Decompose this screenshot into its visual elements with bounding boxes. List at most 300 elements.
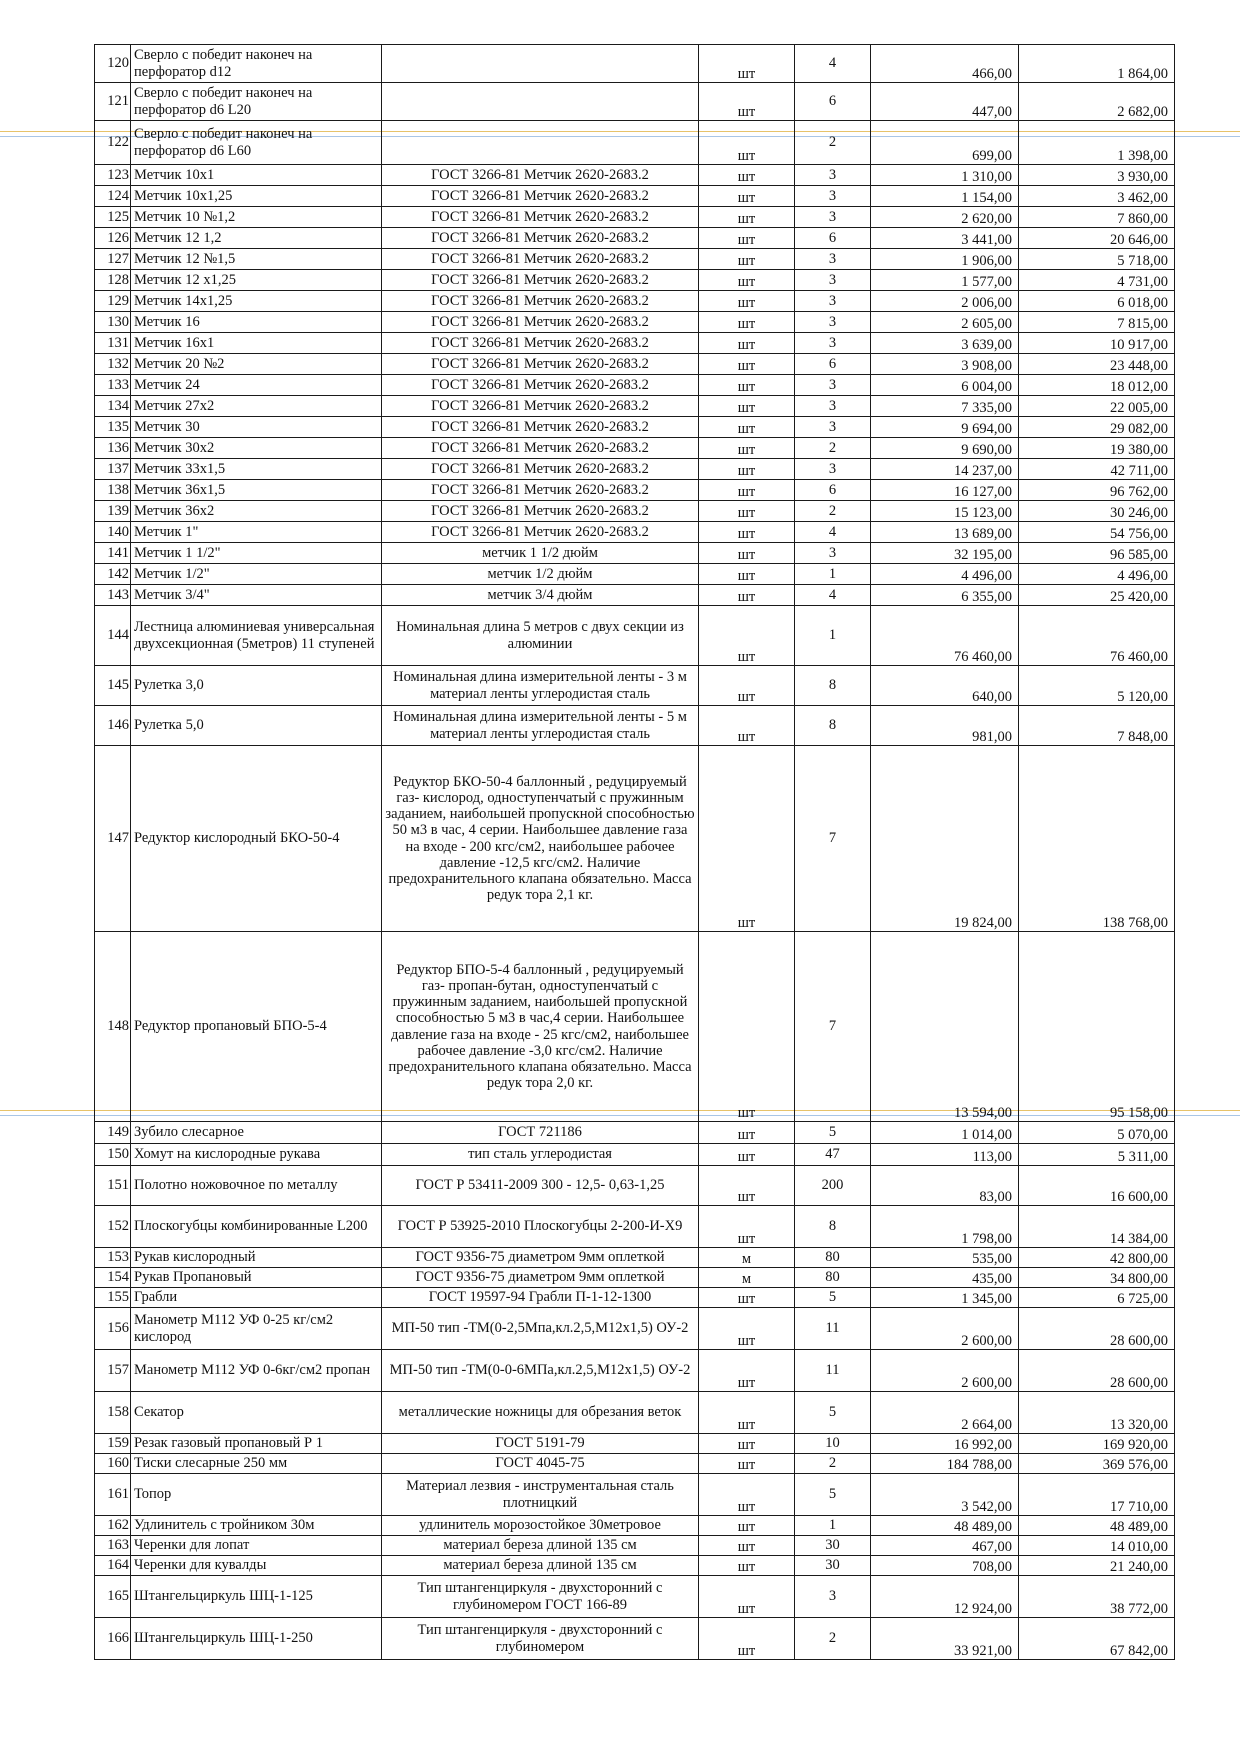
line-total: 38 772,00 <box>1019 1576 1175 1618</box>
table-row <box>95 312 1175 333</box>
table-row <box>95 1576 1175 1618</box>
unit-price: 76 460,00 <box>871 606 1019 666</box>
table-row <box>95 1308 1175 1350</box>
row-number: 126 <box>95 228 131 249</box>
unit-of-measure: шт <box>699 1144 795 1166</box>
item-description: ГОСТ 3266-81 Метчик 2620-2683.2 <box>382 522 699 543</box>
item-description: ГОСТ 3266-81 Метчик 2620-2683.2 <box>382 354 699 375</box>
row-number: 130 <box>95 312 131 333</box>
quantity: 3 <box>795 543 871 564</box>
unit-of-measure: шт <box>699 1454 795 1474</box>
line-total: 6 018,00 <box>1019 291 1175 312</box>
item-name: Черенки для кувалды <box>131 1556 382 1576</box>
item-description <box>382 121 699 165</box>
row-number: 148 <box>95 932 131 1122</box>
item-name: Метчик 1/2" <box>131 564 382 585</box>
quantity: 2 <box>795 1618 871 1660</box>
table-row <box>95 480 1175 501</box>
item-description: ГОСТ 19597-94 Грабли П-1-12-1300 <box>382 1288 699 1308</box>
unit-price: 3 908,00 <box>871 354 1019 375</box>
item-description: ГОСТ Р 53925-2010 Плоскогубцы 2-200-И-Х9 <box>382 1206 699 1248</box>
row-number: 129 <box>95 291 131 312</box>
item-description: Номинальная длина измерительной ленты - 5 м материал ленты углеродистая сталь <box>382 706 699 746</box>
unit-of-measure: шт <box>699 354 795 375</box>
line-total: 14 010,00 <box>1019 1536 1175 1556</box>
quantity: 11 <box>795 1308 871 1350</box>
unit-price: 1 310,00 <box>871 165 1019 186</box>
row-number: 127 <box>95 249 131 270</box>
unit-of-measure: шт <box>699 375 795 396</box>
line-total: 96 762,00 <box>1019 480 1175 501</box>
unit-price: 3 542,00 <box>871 1474 1019 1516</box>
unit-of-measure: шт <box>699 417 795 438</box>
row-number: 121 <box>95 83 131 121</box>
item-name: Метчик 3/4" <box>131 585 382 606</box>
line-total: 10 917,00 <box>1019 333 1175 354</box>
row-number: 132 <box>95 354 131 375</box>
unit-price: 467,00 <box>871 1536 1019 1556</box>
item-description: Тип штангенциркуля - двухсторонний с глубиномером ГОСТ 166-89 <box>382 1576 699 1618</box>
table-row <box>95 1434 1175 1454</box>
unit-of-measure: шт <box>699 1122 795 1144</box>
item-name: Топор <box>131 1474 382 1516</box>
item-description: тип сталь углеродистая <box>382 1144 699 1166</box>
item-name: Метчик 14x1,25 <box>131 291 382 312</box>
item-description: ГОСТ 3266-81 Метчик 2620-2683.2 <box>382 459 699 480</box>
row-number: 161 <box>95 1474 131 1516</box>
item-name: Метчик 27x2 <box>131 396 382 417</box>
unit-price: 981,00 <box>871 706 1019 746</box>
unit-of-measure: шт <box>699 291 795 312</box>
quantity: 3 <box>795 207 871 228</box>
quantity: 5 <box>795 1288 871 1308</box>
row-number: 143 <box>95 585 131 606</box>
unit-price: 16 992,00 <box>871 1434 1019 1454</box>
unit-price: 1 014,00 <box>871 1122 1019 1144</box>
item-name: Полотно ножовочное по металлу <box>131 1166 382 1206</box>
table-row <box>95 606 1175 666</box>
table-row <box>95 706 1175 746</box>
item-name: Сверло с победит наконеч на перфоратор d6 L20 <box>131 83 382 121</box>
line-total: 369 576,00 <box>1019 1454 1175 1474</box>
quantity: 6 <box>795 354 871 375</box>
unit-price: 184 788,00 <box>871 1454 1019 1474</box>
row-number: 157 <box>95 1350 131 1392</box>
row-number: 134 <box>95 396 131 417</box>
item-name: Рукав Пропановый <box>131 1268 382 1288</box>
table-row <box>95 543 1175 564</box>
item-name: Метчик 12 x1,25 <box>131 270 382 291</box>
unit-of-measure: шт <box>699 522 795 543</box>
unit-of-measure: шт <box>699 186 795 207</box>
line-total: 7 848,00 <box>1019 706 1175 746</box>
item-name: Манометр М112 УФ 0-25 кг/см2 кислород <box>131 1308 382 1350</box>
item-description: ГОСТ 721186 <box>382 1122 699 1144</box>
item-description: удлинитель морозостойкое 30метровое <box>382 1516 699 1536</box>
item-description: ГОСТ 3266-81 Метчик 2620-2683.2 <box>382 480 699 501</box>
quantity: 1 <box>795 606 871 666</box>
row-number: 139 <box>95 501 131 522</box>
table-row <box>95 522 1175 543</box>
table-row <box>95 1618 1175 1660</box>
table-row <box>95 375 1175 396</box>
item-name: Редуктор пропановый БПО-5-4 <box>131 932 382 1122</box>
quantity: 30 <box>795 1556 871 1576</box>
unit-price: 2 600,00 <box>871 1308 1019 1350</box>
line-total: 5 070,00 <box>1019 1122 1175 1144</box>
item-description: Редуктор БПО-5-4 баллонный , редуцируемый газ- пропан-бутан, одноступенчатый с пружинным заданием, наибольшей пропускной способностью 5 м3 в час,4 серии. Наибольшее давление газа на входе - 25 кгс/см2, наибольшее рабочее давление -3,0 кгс/см2. Наличие предохранительного клапана обязательно. Масса редук тора 2,0 кг. <box>382 932 699 1122</box>
row-number: 141 <box>95 543 131 564</box>
item-description: ГОСТ 3266-81 Метчик 2620-2683.2 <box>382 375 699 396</box>
item-name: Редуктор кислородный БКО-50-4 <box>131 746 382 932</box>
quantity: 8 <box>795 706 871 746</box>
unit-price: 48 489,00 <box>871 1516 1019 1536</box>
table-row <box>95 228 1175 249</box>
line-total: 138 768,00 <box>1019 746 1175 932</box>
item-name: Сверло с победит наконеч на перфоратор d6 L60 <box>131 121 382 165</box>
table-row <box>95 333 1175 354</box>
item-name: Метчик 10 №1,2 <box>131 207 382 228</box>
quantity: 6 <box>795 480 871 501</box>
quantity: 3 <box>795 270 871 291</box>
row-number: 152 <box>95 1206 131 1248</box>
item-description: ГОСТ 3266-81 Метчик 2620-2683.2 <box>382 291 699 312</box>
quantity: 80 <box>795 1248 871 1268</box>
item-description: ГОСТ 3266-81 Метчик 2620-2683.2 <box>382 186 699 207</box>
unit-of-measure: шт <box>699 121 795 165</box>
line-total: 19 380,00 <box>1019 438 1175 459</box>
line-total: 54 756,00 <box>1019 522 1175 543</box>
unit-of-measure: шт <box>699 1206 795 1248</box>
item-description: ГОСТ 3266-81 Метчик 2620-2683.2 <box>382 438 699 459</box>
quantity: 3 <box>795 1576 871 1618</box>
unit-of-measure: шт <box>699 1392 795 1434</box>
quantity: 4 <box>795 522 871 543</box>
unit-price: 1 798,00 <box>871 1206 1019 1248</box>
unit-price: 13 689,00 <box>871 522 1019 543</box>
unit-price: 2 006,00 <box>871 291 1019 312</box>
quantity: 4 <box>795 45 871 83</box>
unit-of-measure: шт <box>699 501 795 522</box>
row-number: 138 <box>95 480 131 501</box>
unit-of-measure: шт <box>699 333 795 354</box>
unit-price: 435,00 <box>871 1268 1019 1288</box>
row-number: 136 <box>95 438 131 459</box>
unit-of-measure: м <box>699 1268 795 1288</box>
quantity: 3 <box>795 291 871 312</box>
line-total: 4 731,00 <box>1019 270 1175 291</box>
unit-price: 9 694,00 <box>871 417 1019 438</box>
unit-price: 2 605,00 <box>871 312 1019 333</box>
item-name: Метчик 20 №2 <box>131 354 382 375</box>
unit-price: 7 335,00 <box>871 396 1019 417</box>
row-number: 163 <box>95 1536 131 1556</box>
item-description: ГОСТ 9356-75 диаметром 9мм оплеткой <box>382 1268 699 1288</box>
item-description: ГОСТ 4045-75 <box>382 1454 699 1474</box>
unit-of-measure: шт <box>699 228 795 249</box>
quantity: 3 <box>795 459 871 480</box>
table-row <box>95 186 1175 207</box>
item-description: Тип штангенциркуля - двухсторонний с глубиномером <box>382 1618 699 1660</box>
row-number: 135 <box>95 417 131 438</box>
line-total: 2 682,00 <box>1019 83 1175 121</box>
item-description: Материал лезвия - инструментальная сталь плотницкий <box>382 1474 699 1516</box>
unit-of-measure: шт <box>699 207 795 228</box>
item-name: Секатор <box>131 1392 382 1434</box>
item-description: ГОСТ 9356-75 диаметром 9мм оплеткой <box>382 1248 699 1268</box>
unit-price: 3 441,00 <box>871 228 1019 249</box>
unit-price: 4 496,00 <box>871 564 1019 585</box>
unit-of-measure: шт <box>699 480 795 501</box>
item-description: ГОСТ 3266-81 Метчик 2620-2683.2 <box>382 333 699 354</box>
table-row <box>95 1288 1175 1308</box>
table-row <box>95 666 1175 706</box>
item-name: Рулетка 3,0 <box>131 666 382 706</box>
item-description: ГОСТ 3266-81 Метчик 2620-2683.2 <box>382 228 699 249</box>
item-name: Метчик 36x1,5 <box>131 480 382 501</box>
unit-of-measure: шт <box>699 249 795 270</box>
item-name: Метчик 30x2 <box>131 438 382 459</box>
item-name: Метчик 33x1,5 <box>131 459 382 480</box>
quantity: 5 <box>795 1122 871 1144</box>
item-name: Метчик 24 <box>131 375 382 396</box>
unit-of-measure: шт <box>699 312 795 333</box>
quantity: 5 <box>795 1392 871 1434</box>
row-number: 128 <box>95 270 131 291</box>
row-number: 162 <box>95 1516 131 1536</box>
row-number: 125 <box>95 207 131 228</box>
unit-price: 12 924,00 <box>871 1576 1019 1618</box>
unit-of-measure: шт <box>699 1434 795 1454</box>
table-row <box>95 1122 1175 1144</box>
table-row <box>95 270 1175 291</box>
unit-of-measure: шт <box>699 396 795 417</box>
quantity: 3 <box>795 333 871 354</box>
unit-of-measure: шт <box>699 1166 795 1206</box>
unit-of-measure: шт <box>699 438 795 459</box>
line-total: 34 800,00 <box>1019 1268 1175 1288</box>
quantity: 11 <box>795 1350 871 1392</box>
row-number: 149 <box>95 1122 131 1144</box>
item-description: метчик 1/2 дюйм <box>382 564 699 585</box>
table-row <box>95 45 1175 83</box>
unit-price: 6 355,00 <box>871 585 1019 606</box>
unit-of-measure: шт <box>699 1536 795 1556</box>
line-total: 96 585,00 <box>1019 543 1175 564</box>
unit-of-measure: шт <box>699 932 795 1122</box>
item-name: Удлинитель с тройником 30м <box>131 1516 382 1536</box>
unit-price: 1 577,00 <box>871 270 1019 291</box>
item-description: ГОСТ 3266-81 Метчик 2620-2683.2 <box>382 270 699 291</box>
table-row <box>95 1516 1175 1536</box>
item-description: ГОСТ 3266-81 Метчик 2620-2683.2 <box>382 396 699 417</box>
quantity: 3 <box>795 375 871 396</box>
table-row <box>95 501 1175 522</box>
line-total: 3 930,00 <box>1019 165 1175 186</box>
row-number: 153 <box>95 1248 131 1268</box>
item-name: Штангельциркуль ШЦ-1-125 <box>131 1576 382 1618</box>
row-number: 159 <box>95 1434 131 1454</box>
line-total: 1 864,00 <box>1019 45 1175 83</box>
line-total: 25 420,00 <box>1019 585 1175 606</box>
item-description: МП-50 тип -ТМ(0-2,5Мпа,кл.2,5,М12х1,5) ОУ-2 <box>382 1308 699 1350</box>
quantity: 6 <box>795 83 871 121</box>
unit-price: 3 639,00 <box>871 333 1019 354</box>
table-row <box>95 585 1175 606</box>
line-total: 21 240,00 <box>1019 1556 1175 1576</box>
quantity: 3 <box>795 165 871 186</box>
table-row <box>95 249 1175 270</box>
line-total: 5 120,00 <box>1019 666 1175 706</box>
line-total: 3 462,00 <box>1019 186 1175 207</box>
unit-of-measure: шт <box>699 746 795 932</box>
quantity: 80 <box>795 1268 871 1288</box>
item-name: Хомут на кислородные рукава <box>131 1144 382 1166</box>
item-name: Резак газовый пропановый Р 1 <box>131 1434 382 1454</box>
item-name: Рулетка 5,0 <box>131 706 382 746</box>
unit-of-measure: шт <box>699 606 795 666</box>
row-number: 124 <box>95 186 131 207</box>
table-row <box>95 121 1175 165</box>
table-row <box>95 1350 1175 1392</box>
unit-price: 113,00 <box>871 1144 1019 1166</box>
item-description: материал береза длиной 135 см <box>382 1536 699 1556</box>
unit-of-measure: шт <box>699 1576 795 1618</box>
unit-of-measure: шт <box>699 1308 795 1350</box>
unit-price: 535,00 <box>871 1248 1019 1268</box>
line-total: 28 600,00 <box>1019 1308 1175 1350</box>
table-row <box>95 396 1175 417</box>
unit-price: 32 195,00 <box>871 543 1019 564</box>
line-total: 23 448,00 <box>1019 354 1175 375</box>
item-name: Метчик 12 1,2 <box>131 228 382 249</box>
quantity: 7 <box>795 932 871 1122</box>
line-total: 13 320,00 <box>1019 1392 1175 1434</box>
document-page <box>94 44 1174 1660</box>
item-description: ГОСТ 5191-79 <box>382 1434 699 1454</box>
table-row <box>95 1248 1175 1268</box>
row-number: 145 <box>95 666 131 706</box>
unit-of-measure: шт <box>699 165 795 186</box>
quantity: 7 <box>795 746 871 932</box>
item-description: Редуктор БКО-50-4 баллонный , редуцируемый газ- кислород, одноступенчатый с пружинным заданием, наибольшей пропускной способностью 50 м3 в час, 4 серии. Наибольшее давление газа на входе - 200 кгс/см2, наибольшее рабочее давление -12,5 кгс/см2. Наличие предохранительного клапана обязательно. Масса редук тора 2,1 кг. <box>382 746 699 932</box>
unit-price: 466,00 <box>871 45 1019 83</box>
unit-price: 13 594,00 <box>871 932 1019 1122</box>
item-description: ГОСТ 3266-81 Метчик 2620-2683.2 <box>382 501 699 522</box>
table-row <box>95 459 1175 480</box>
quantity: 3 <box>795 417 871 438</box>
quantity: 2 <box>795 121 871 165</box>
unit-of-measure: шт <box>699 459 795 480</box>
line-total: 4 496,00 <box>1019 564 1175 585</box>
unit-price: 1 154,00 <box>871 186 1019 207</box>
item-name: Манометр М112 УФ 0-6кг/см2 пропан <box>131 1350 382 1392</box>
unit-price: 640,00 <box>871 666 1019 706</box>
unit-of-measure: шт <box>699 1474 795 1516</box>
unit-price: 33 921,00 <box>871 1618 1019 1660</box>
row-number: 147 <box>95 746 131 932</box>
unit-price: 16 127,00 <box>871 480 1019 501</box>
item-description: металлические ножницы для обрезания веток <box>382 1392 699 1434</box>
unit-of-measure: шт <box>699 706 795 746</box>
row-number: 123 <box>95 165 131 186</box>
unit-of-measure: шт <box>699 1350 795 1392</box>
row-number: 144 <box>95 606 131 666</box>
unit-of-measure: шт <box>699 564 795 585</box>
table-row <box>95 1454 1175 1474</box>
item-name: Метчик 16x1 <box>131 333 382 354</box>
unit-price: 1 906,00 <box>871 249 1019 270</box>
quantity: 2 <box>795 438 871 459</box>
item-description <box>382 83 699 121</box>
unit-of-measure: шт <box>699 543 795 564</box>
unit-price: 6 004,00 <box>871 375 1019 396</box>
quantity: 8 <box>795 1206 871 1248</box>
quantity: 3 <box>795 396 871 417</box>
line-total: 7 815,00 <box>1019 312 1175 333</box>
unit-price: 2 664,00 <box>871 1392 1019 1434</box>
table-row <box>95 932 1175 1122</box>
quantity: 3 <box>795 312 871 333</box>
item-name: Метчик 10x1 <box>131 165 382 186</box>
unit-price: 9 690,00 <box>871 438 1019 459</box>
row-number: 156 <box>95 1308 131 1350</box>
table-row <box>95 1144 1175 1166</box>
table-row <box>95 83 1175 121</box>
table-row <box>95 438 1175 459</box>
item-description: материал береза длиной 135 см <box>382 1556 699 1576</box>
row-number: 164 <box>95 1556 131 1576</box>
line-total: 22 005,00 <box>1019 396 1175 417</box>
unit-of-measure: шт <box>699 45 795 83</box>
quantity: 10 <box>795 1434 871 1454</box>
row-number: 160 <box>95 1454 131 1474</box>
row-number: 165 <box>95 1576 131 1618</box>
item-description: ГОСТ 3266-81 Метчик 2620-2683.2 <box>382 207 699 228</box>
unit-of-measure: шт <box>699 83 795 121</box>
quantity: 1 <box>795 1516 871 1536</box>
table-row <box>95 1206 1175 1248</box>
row-number: 150 <box>95 1144 131 1166</box>
quantity: 2 <box>795 1454 871 1474</box>
quantity: 30 <box>795 1536 871 1556</box>
item-name: Метчик 10x1,25 <box>131 186 382 207</box>
quantity: 47 <box>795 1144 871 1166</box>
line-total: 14 384,00 <box>1019 1206 1175 1248</box>
quantity: 6 <box>795 228 871 249</box>
item-name: Сверло с победит наконеч на перфоратор d12 <box>131 45 382 83</box>
row-number: 155 <box>95 1288 131 1308</box>
unit-price: 708,00 <box>871 1556 1019 1576</box>
item-name: Грабли <box>131 1288 382 1308</box>
unit-of-measure: шт <box>699 1556 795 1576</box>
quantity: 3 <box>795 186 871 207</box>
unit-of-measure: шт <box>699 270 795 291</box>
line-total: 29 082,00 <box>1019 417 1175 438</box>
row-number: 151 <box>95 1166 131 1206</box>
row-number: 137 <box>95 459 131 480</box>
unit-price: 14 237,00 <box>871 459 1019 480</box>
line-total: 28 600,00 <box>1019 1350 1175 1392</box>
line-total: 42 711,00 <box>1019 459 1175 480</box>
row-number: 140 <box>95 522 131 543</box>
line-total: 5 311,00 <box>1019 1144 1175 1166</box>
item-name: Зубило слесарное <box>131 1122 382 1144</box>
line-total: 18 012,00 <box>1019 375 1175 396</box>
item-description: Номинальная длина измерительной ленты - 3 м материал ленты углеродистая сталь <box>382 666 699 706</box>
quantity: 8 <box>795 666 871 706</box>
line-total: 169 920,00 <box>1019 1434 1175 1454</box>
